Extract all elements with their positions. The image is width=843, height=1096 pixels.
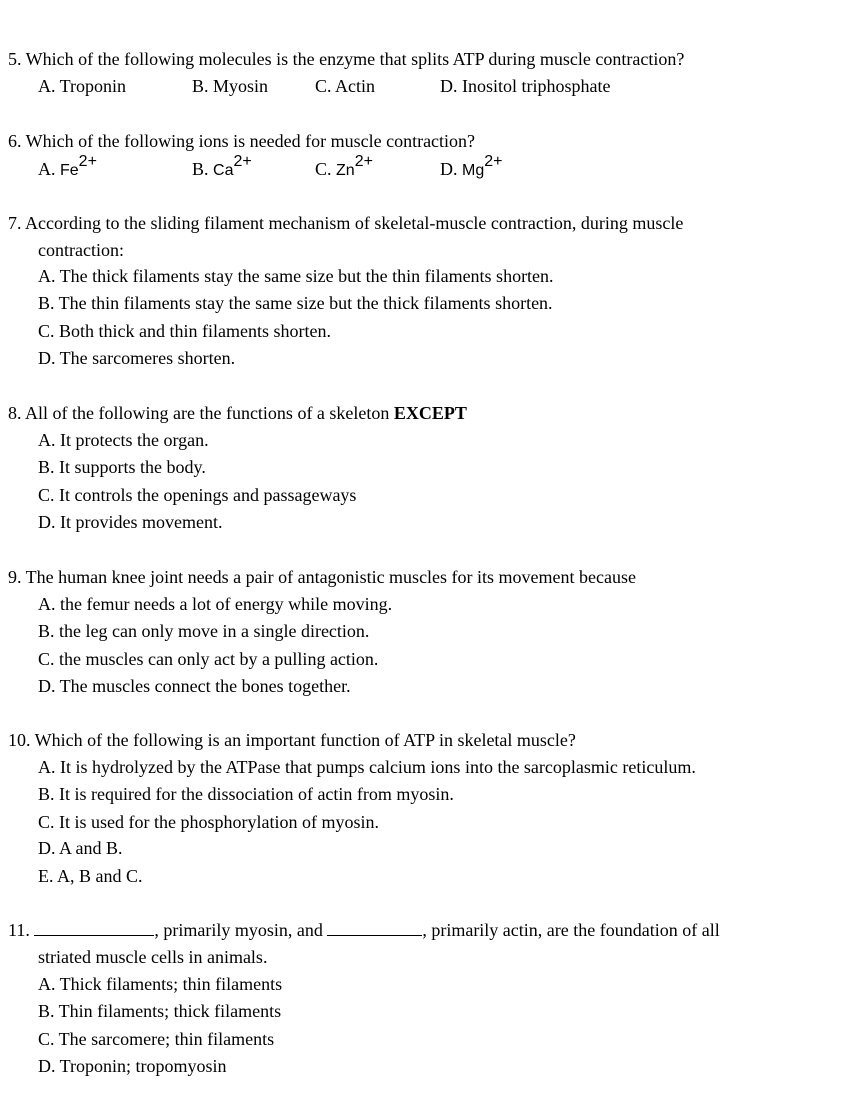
q6-c-label: C. xyxy=(315,159,337,179)
q8-option-a: A. It protects the organ. xyxy=(38,430,209,450)
q11-option-d: D. Troponin; tropomyosin xyxy=(38,1056,227,1076)
q10-option-b: B. It is required for the dissociation of actin from myosin. xyxy=(38,784,454,804)
question-5-text: 5. Which of the following molecules is the enzyme that splits ATP during muscle contraction? xyxy=(8,49,685,69)
question-11-number: 11. xyxy=(8,920,35,940)
q9-option-c: C. the muscles can only act by a pulling action. xyxy=(38,649,379,669)
question-11-part1: , primarily myosin, and xyxy=(154,920,328,940)
q6-d-charge: 2+ xyxy=(484,153,503,170)
question-7-text-line2: contraction: xyxy=(38,240,124,260)
question-10-text: 10. Which of the following is an important function of ATP in skeletal muscle? xyxy=(8,730,576,750)
question-11-part2: , primarily actin, are the foundation of all xyxy=(422,920,720,940)
q6-a-label: A. xyxy=(38,159,60,179)
q11-option-c: C. The sarcomere; thin filaments xyxy=(38,1029,275,1049)
q9-option-a: A. the femur needs a lot of energy while moving. xyxy=(38,594,393,614)
q8-option-d: D. It provides movement. xyxy=(38,512,223,532)
question-8-stem: 8. All of the following are the functions of a skeleton xyxy=(8,403,394,423)
q6-d-symbol: Mg xyxy=(462,162,485,179)
question-6-text: 6. Which of the following ions is needed for muscle contraction? xyxy=(8,131,476,151)
q6-d-label: D. xyxy=(440,159,462,179)
q10-option-a: A. It is hydrolyzed by the ATPase that pumps calcium ions into the sarcoplasmic reticulum. xyxy=(38,757,696,777)
q6-b-charge: 2+ xyxy=(233,153,252,170)
question-9-text: 9. The human knee joint needs a pair of antagonistic muscles for its movement because xyxy=(8,567,636,587)
q7-option-c: C. Both thick and thin filaments shorten. xyxy=(38,321,331,341)
question-8-except: EXCEPT xyxy=(393,403,467,423)
q8-option-c: C. It controls the openings and passageways xyxy=(38,485,357,505)
q6-b-symbol: Ca xyxy=(213,162,234,179)
question-11-text-line2: striated muscle cells in animals. xyxy=(38,947,268,967)
q6-b-label: B. xyxy=(192,159,214,179)
question-8-text xyxy=(8,402,467,424)
q10-option-c: C. It is used for the phosphorylation of myosin. xyxy=(38,812,379,832)
q9-option-b: B. the leg can only move in a single direction. xyxy=(38,621,370,641)
q6-c-charge: 2+ xyxy=(354,153,373,170)
q6-option-c xyxy=(315,153,373,182)
q11-option-b: B. Thin filaments; thick filaments xyxy=(38,1001,282,1021)
q6-option-a xyxy=(38,153,97,182)
q6-option-b xyxy=(192,153,252,182)
q5-option-d: D. Inositol triphosphate xyxy=(440,76,611,96)
fill-in-blank-1 xyxy=(34,921,154,936)
q6-a-symbol: Fe xyxy=(60,162,79,179)
q11-option-a: A. Thick filaments; thin filaments xyxy=(38,974,283,994)
q9-option-d: D. The muscles connect the bones together. xyxy=(38,676,351,696)
q5-option-a: A. Troponin xyxy=(38,76,127,96)
q5-option-b: B. Myosin xyxy=(192,76,269,96)
q6-option-d xyxy=(440,153,503,182)
fill-in-blank-2 xyxy=(327,921,422,936)
q7-option-b: B. The thin filaments stay the same size but the thick filaments shorten. xyxy=(38,293,553,313)
q6-a-charge: 2+ xyxy=(78,153,97,170)
q7-option-d: D. The sarcomeres shorten. xyxy=(38,348,236,368)
q10-option-d: D. A and B. xyxy=(38,838,123,858)
q10-option-e: E. A, B and C. xyxy=(38,866,143,886)
q6-c-symbol: Zn xyxy=(336,162,355,179)
q8-option-b: B. It supports the body. xyxy=(38,457,206,477)
q5-option-c: C. Actin xyxy=(315,76,376,96)
question-7-text-line1: 7. According to the sliding filament mechanism of skeletal-muscle contraction, during muscle xyxy=(8,213,684,233)
q7-option-a: A. The thick filaments stay the same size but the thin filaments shorten. xyxy=(38,266,554,286)
question-11-text-line1 xyxy=(8,919,720,941)
